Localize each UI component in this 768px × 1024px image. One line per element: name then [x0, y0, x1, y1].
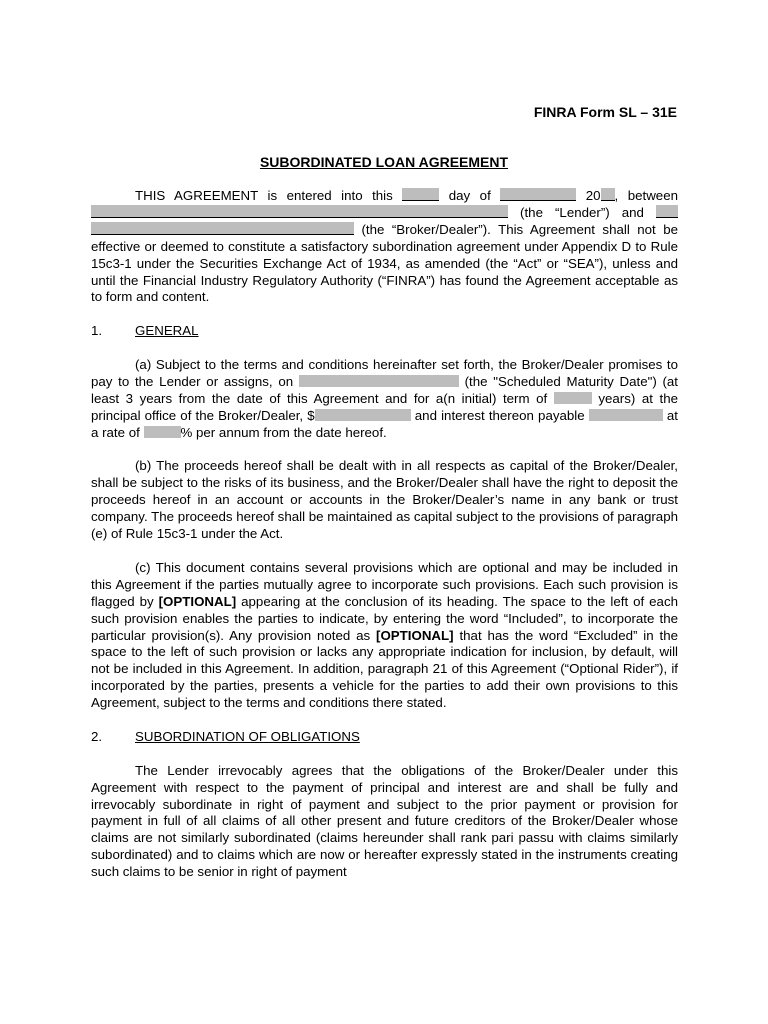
year-field[interactable] — [601, 188, 615, 201]
section-1-a: (a) Subject to the terms and conditions hereinafter set forth, the Broker/Dealer promises to pay to the Lender or assigns, on (the "Scheduled Maturity Date") (at least 3 years from the date of this Agreement and for a(n initial) term of years) at the principal office of the Broker/Dealer, $ and interest thereon payable at a rate of % per annum from the date hereof. — [91, 357, 679, 440]
section-1-b: (b) The proceeds hereof shall be dealt with in all respects as capital of the Broker/Dealer, shall be subject to the risks of its business, and the Broker/Dealer shall have the right to deposit the proceeds hereof in an account or accounts in the Broker/Dealer’s name in any bank or trust company. The proceeds hereof shall be maintained as capital subject to the provisions of paragraph (e) of Rule 15c3-1 under the Act. — [91, 458, 678, 542]
section-2-heading: 2. SUBORDINATION OF OBLIGATIONS — [91, 728, 360, 744]
document-body — [91, 188, 678, 898]
day-field[interactable] — [402, 188, 439, 201]
section-1-heading: 1. GENERAL — [91, 323, 199, 339]
maturity-date-field[interactable] — [299, 375, 459, 387]
form-id: FINRA Form SL – 31E — [533, 104, 677, 120]
broker-dealer-name-field[interactable] — [656, 205, 678, 218]
interest-rate-field[interactable] — [144, 426, 181, 438]
lender-name-field[interactable] — [91, 205, 508, 218]
document-title: SUBORDINATED LOAN AGREEMENT — [259, 154, 509, 170]
section-2-paragraph: The Lender irrevocably agrees that the obligations of the Broker/Dealer under this Agreement with respect to the payment of principal and interest are and shall be fully and irrevocably subordinate in right of payment and subject to the prior payment or provision for payment in full of all claims of all other present and future creditors of the Broker/Dealer whose claims are not similarly subordinated (claims hereunder shall rank pari passu with claims similarly subordinated) and to claims which are now or hereafter expressly stated in the instruments creating such claims to be senior in right of payment — [91, 762, 678, 880]
intro-paragraph: THIS AGREEMENT is entered into this day of 20 , between (the “Lender”) and (the “Broker/Dealer”). This Agreement shall not be effective or deemed to constitute a satisfactory subordination agreement under Appendix D to Rule 15c3-1 under the Securities Exchange Act of 1934, as amended (the “Act” or “SEA”), unless and until the Financial Industry Regulatory Authority (“FINRA”) has found the Agreement acceptable as to form and content. — [91, 188, 678, 305]
month-field[interactable] — [500, 188, 576, 201]
section-1-c: (c) This document contains several provisions which are optional and may be included in this Agreement if the parties mutually agree to incorporate such provisions. Each such provision is flagged by [OPTIONAL] appearing at the conclusion of its heading. The space to the left of each such provision enables the parties to indicate, by entering the word “Included”, to incorporate the particular provision(s). Any provision noted as [OPTIONAL] that has the word “Excluded” in the space to the left of such provision or lacks any appropriate indication for inclusion, by default, will not be included in this Agreement. In addition, paragraph 21 of this Agreement (“Optional Rider”), if incorporated by the parties, presents a vehicle for the parties to add their own provisions to this Agreement, subject to the terms and conditions there stated. — [91, 559, 678, 711]
term-years-field[interactable] — [554, 392, 592, 404]
interest-payable-field[interactable] — [589, 409, 663, 421]
broker-dealer-name-field-cont[interactable] — [91, 222, 354, 235]
optional-flag: [OPTIONAL] — [376, 627, 454, 643]
principal-amount-field[interactable] — [315, 409, 411, 421]
optional-flag: [OPTIONAL] — [158, 593, 237, 609]
